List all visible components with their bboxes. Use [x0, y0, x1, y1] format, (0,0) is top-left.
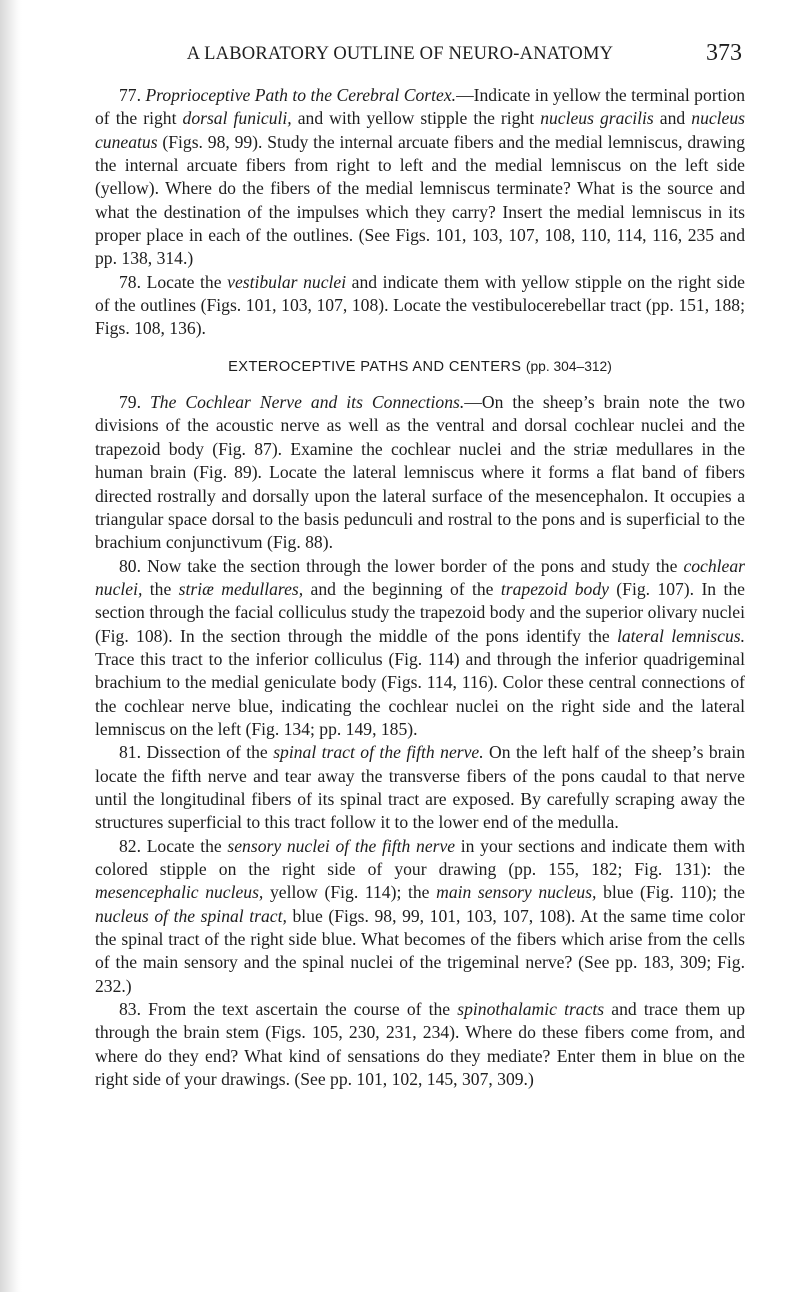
paragraph-78: 78. Locate the vestibular nuclei and indicate them with yellow stipple on the right side of the outlines (Figs. 101, 103, 107, 108). Locate the vestibulocerebellar tract (pp. 151, 188; Figs. 108, 136). — [95, 271, 745, 339]
page-number: 373 — [706, 40, 742, 66]
paragraph-number: 81. — [119, 742, 141, 763]
paragraph-number: 79. — [119, 392, 141, 413]
section-title: EXTEROCEPTIVE PATHS AND CENTERS — [228, 358, 522, 375]
section-heading — [95, 355, 745, 379]
paragraph-title: Proprioceptive Path to the Cerebral Cortex. — [145, 85, 457, 105]
section-page-range: (pp. 304–312) — [525, 358, 612, 374]
paragraph-81: 81. Dissection of the spinal tract of the fifth nerve. On the left half of the sheep’s brain locate the fifth nerve and tear away the transverse fibers of the pons caudal to that nerve until the longitudinal fibers of its spinal tract are exposed. By carefully scraping away the structures superficial to this tract follow it to the lower end of the medulla. — [95, 742, 746, 833]
paragraph-77: 77. Proprioceptive Path to the Cerebral Cortex.—Indicate in yellow the terminal portion of the right dorsal funiculi, and with yellow stipple the right nucleus gracilis and nucleus cuneatus (Figs. 98, 99). Study the internal arcuate fibers and the medial lemniscus, drawing the internal arcuate fibers from right to left and the medial lemniscus on the left side (yellow). Where do the fibers of the medial lemniscus terminate? What is the source and what the destination of the impulses which they carry? Insert the medial lemniscus in its proper place in each of the outlines. (See Figs. 101, 103, 107, 108, 110, 114, 116, 235 and pp. 138, 314.) — [95, 85, 746, 269]
paragraph-number: 80. — [119, 555, 141, 576]
body-text — [95, 84, 745, 1091]
running-head: A LABORATORY OUTLINE OF NEURO-ANATOMY — [186, 44, 614, 64]
page-spine-shadow — [0, 0, 22, 1292]
paragraph-number: 77. — [119, 85, 141, 105]
paragraph-number: 82. — [119, 835, 141, 856]
paragraph-80: 80. Now take the section through the lower border of the pons and study the cochlear nuclei, the striæ medullares, and the beginning of the trapezoid body (Fig. 107). In the section through the facial colliculus study the trapezoid body and the superior olivary nuclei (Fig. 108). In the section through the middle of the pons identify the lateral lemniscus. Trace this tract to the inferior colliculus (Fig. 114) and through the inferior quadrigeminal brachium to the medial geniculate body (Figs. 114, 116). Color these central connections of the cochlear nerve blue, indicating the cochlear nuclei on the right side and the lateral lemniscus on the left (Fig. 134; pp. 149, 185). — [95, 555, 746, 739]
paragraph-83: 83. From the text ascertain the course of the spinothalamic tracts and trace them up through the brain stem (Figs. 105, 230, 231, 234). Where do these fibers come from, and where do they end? What kind of sensations do they mediate? Enter them in blue on the right side of your drawings. (See pp. 101, 102, 145, 307, 309.) — [95, 999, 746, 1090]
paragraph-79: 79. The Cochlear Nerve and its Connections.—On the sheep’s brain note the two divisions of the acoustic nerve as well as the ventral and dorsal cochlear nuclei and the trapezoid body (Fig. 87). Examine the cochlear nuclei and the striæ medullares in the human brain (Fig. 89). Locate the lateral lemniscus where it forms a flat band of fibers directed rostrally and dorsally upon the lateral surface of the mesencephalon. It occupies a triangular space dorsal to the basis pedunculi and rostral to the pons and is superficial to the brachium conjunctivum (Fig. 88). — [95, 392, 745, 553]
paragraph-82: 82. Locate the sensory nuclei of the fifth nerve in your sections and indicate them with colored stipple on the right side of your drawing (pp. 155, 182; Fig. 131): the mesencephalic nucleus, yellow (Fig. 114); the main sensory nucleus, blue (Fig. 110); the nucleus of the spinal tract, blue (Figs. 98, 99, 101, 103, 107, 108). At the same time color the spinal tract of the right side blue. What becomes of the fibers which arise from the cells of the main sensory and the spinal nuclei of the trigeminal nerve? (See pp. 183, 309; Fig. 232.) — [95, 835, 745, 996]
paragraph-number: 78. — [119, 271, 141, 292]
page-header — [0, 40, 800, 70]
paragraph-number: 83. — [119, 999, 141, 1020]
paragraph-title: The Cochlear Nerve and its Connections. — [150, 392, 465, 413]
